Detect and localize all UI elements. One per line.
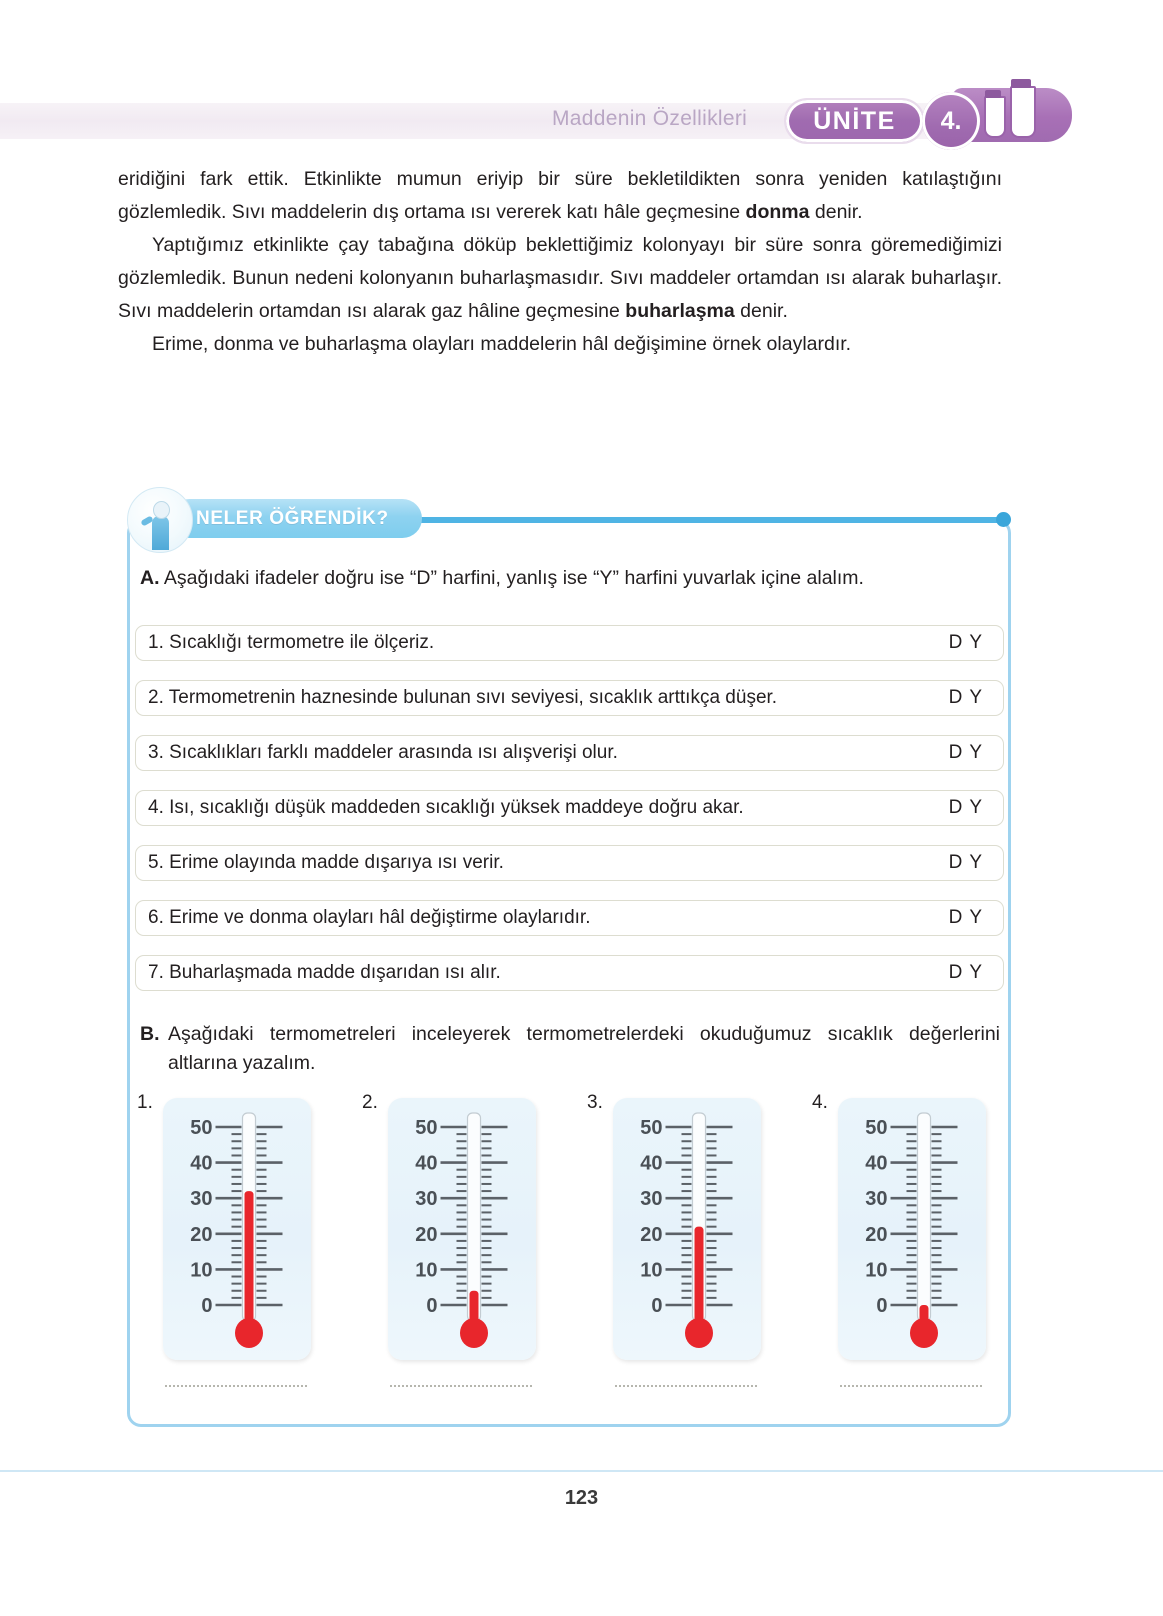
unit-label-pill xyxy=(786,100,923,142)
true-false-statement: 1. Sıcaklığı termometre ile ölçeriz. xyxy=(148,632,435,653)
paragraph-3: Erime, donma ve buharlaşma olayları maddelerin hâl değişimine örnek olaylardır. xyxy=(152,333,852,355)
thermometer-scale-label: 30 xyxy=(640,1188,663,1211)
thermometer-scale-label: 20 xyxy=(640,1223,663,1246)
true-false-answer-options[interactable]: DY xyxy=(948,742,989,763)
unit-number-text: 4. xyxy=(940,106,962,135)
thermometer-scale-label: 40 xyxy=(415,1152,438,1175)
section-b-letter: B. xyxy=(140,1023,160,1045)
page-number: 123 xyxy=(564,1487,599,1509)
thermometer-scale-label: 10 xyxy=(865,1259,888,1282)
thermometer-mercury-column xyxy=(695,1227,704,1323)
thermometer-scale-label: 0 xyxy=(201,1295,213,1317)
thermometer-graphic xyxy=(838,1098,986,1360)
test-tube-cap-2 xyxy=(1011,79,1031,88)
true-false-row[interactable] xyxy=(135,790,1004,826)
thermometer-scale-label: 50 xyxy=(415,1117,438,1139)
thermometer-tube xyxy=(468,1113,481,1321)
unit-label-text: ÜNİTE xyxy=(813,106,896,135)
thermometer-scale-label: 40 xyxy=(865,1152,888,1175)
thermometer-graphic xyxy=(163,1098,311,1360)
true-false-answer-options[interactable]: DY xyxy=(948,687,989,708)
test-tube-cap-1 xyxy=(985,90,1001,98)
thermometer-scale-label: 50 xyxy=(190,1117,213,1139)
true-false-answer-options[interactable]: DY xyxy=(948,852,989,873)
thermometer-scale-label: 20 xyxy=(865,1223,888,1246)
neler-ogrendik-rule-end-dot xyxy=(996,512,1011,527)
lesson-prose xyxy=(118,163,1002,361)
thermometer-scale-label: 0 xyxy=(426,1295,438,1317)
thermometer-scale-label: 40 xyxy=(190,1152,213,1175)
true-false-statement: 4. Isı, sıcaklığı düşük maddeden sıcaklığı yüksek maddeye doğru akar. xyxy=(148,797,744,818)
thermometer-number: 3. xyxy=(587,1092,603,1113)
true-false-statement: 2. Termometrenin haznesinde bulunan sıvı seviyesi, sıcaklık arttıkça düşer. xyxy=(148,687,778,708)
avatar-head xyxy=(153,501,170,519)
thermometer-bulb xyxy=(910,1318,938,1348)
true-false-statement: 3. Sıcaklıkları farklı maddeler arasında ısı alışverişi olur. xyxy=(148,742,618,763)
paragraph-2 xyxy=(118,229,1002,328)
thermometer-scale-label: 0 xyxy=(876,1295,888,1317)
thermometer-unit xyxy=(133,1088,355,1418)
thermometer-bulb xyxy=(685,1318,713,1348)
thermometer-bulb xyxy=(460,1318,488,1348)
true-false-answer-options[interactable]: DY xyxy=(948,632,989,653)
thermometer-unit xyxy=(583,1088,805,1418)
paragraph-2-post: denir. xyxy=(734,300,788,322)
true-false-statement: 7. Buharlaşmada madde dışarıdan ısı alır. xyxy=(148,962,501,983)
thermometer-row xyxy=(133,1088,1013,1418)
paragraph-1 xyxy=(118,163,1002,229)
paragraph-1-post: denir. xyxy=(809,201,863,223)
thermometer-scale-label: 30 xyxy=(190,1188,213,1211)
thermometer-scale-label: 50 xyxy=(640,1117,663,1139)
unit-number-badge xyxy=(922,92,980,150)
true-false-row[interactable] xyxy=(135,955,1004,991)
section-title: Maddenin Özellikleri xyxy=(552,107,748,130)
paragraph-1-pre: eridiğini fark ettik. Etkinlikte mumun eriyip bir süre bekletildikten sonra yeniden katılaştığını gözlemledik. Sıvı maddelerin dış ortama ısı vererek katı hâle geçmesine xyxy=(118,168,1002,223)
neler-ogrendik-rule xyxy=(410,517,1000,523)
thermometer-scale-label: 10 xyxy=(190,1259,213,1282)
thermometer-graphic xyxy=(388,1098,536,1360)
thermometer-answer-line[interactable] xyxy=(165,1384,307,1387)
thermometer-scale-label: 50 xyxy=(865,1117,888,1139)
thermometer-mercury-column xyxy=(245,1191,254,1323)
thermometer-number: 1. xyxy=(137,1092,153,1113)
neler-ogrendik-badge xyxy=(170,499,422,538)
section-b-heading xyxy=(140,1020,1000,1078)
true-false-row[interactable] xyxy=(135,900,1004,936)
paragraph-2-pre: Yaptığımız etkinlikte çay tabağına döküp beklettiğimiz kolonyayı bir süre sonra göremediğimizi gözlemledik. Bunun nedeni kolonyanın buharlaşmasıdır. Sıvı maddeler ortamdan ısı alarak buharlaşır. Sıvı maddelerin ortamdan ısı alarak gaz hâline geçmesine xyxy=(118,234,1002,322)
section-a-letter: A. xyxy=(140,567,160,589)
thermometer-scale-label: 0 xyxy=(651,1295,663,1317)
neler-ogrendik-badge-label: NELER ÖĞRENDİK? xyxy=(196,507,389,529)
true-false-row[interactable] xyxy=(135,735,1004,771)
thermometer-scale-label: 10 xyxy=(415,1259,438,1282)
paragraph-2-keyword: buharlaşma xyxy=(625,300,735,322)
thermometer-answer-line[interactable] xyxy=(840,1384,982,1387)
section-b-instruction: Aşağıdaki termometreleri inceleyerek termometrelerdeki okuduğumuz sıcaklık değerlerini altlarına yazalım. xyxy=(168,1023,1000,1074)
thermometer-scale-label: 30 xyxy=(415,1188,438,1211)
thermometer-tube xyxy=(918,1113,931,1321)
thermometer-number: 4. xyxy=(812,1092,828,1113)
test-tube-icon-1 xyxy=(984,96,1006,138)
thermometer-number: 2. xyxy=(362,1092,378,1113)
thermometer-scale-label: 30 xyxy=(865,1188,888,1211)
thermometer-answer-line[interactable] xyxy=(390,1384,532,1387)
thermometer-answer-line[interactable] xyxy=(615,1384,757,1387)
page-header xyxy=(0,0,1163,150)
footer-divider xyxy=(0,1470,1163,1472)
thermometer-scale-label: 20 xyxy=(190,1223,213,1246)
paragraph-1-keyword: donma xyxy=(745,201,810,223)
thermometer-bulb xyxy=(235,1318,263,1348)
student-avatar-icon xyxy=(127,487,193,553)
true-false-answer-options[interactable]: DY xyxy=(948,962,989,983)
avatar-body xyxy=(152,516,169,550)
true-false-answer-options[interactable]: DY xyxy=(948,797,989,818)
true-false-statement: 6. Erime ve donma olayları hâl değiştirme olaylarıdır. xyxy=(148,907,591,928)
thermometer-unit xyxy=(358,1088,580,1418)
thermometer-scale-label: 10 xyxy=(640,1259,663,1282)
true-false-row[interactable] xyxy=(135,680,1004,716)
section-a-instruction: Aşağıdaki ifadeler doğru ise “D” harfini, yanlış ise “Y” harfini yuvarlak içine alalım. xyxy=(163,567,864,589)
true-false-statement: 5. Erime olayında madde dışarıya ısı verir. xyxy=(148,852,504,873)
thermometer-scale-label: 20 xyxy=(415,1223,438,1246)
true-false-answer-options[interactable]: DY xyxy=(948,907,989,928)
true-false-list xyxy=(135,625,1004,1010)
thermometer-graphic xyxy=(613,1098,761,1360)
true-false-row[interactable] xyxy=(135,625,1004,661)
test-tube-icon-2 xyxy=(1010,86,1036,138)
section-a-heading xyxy=(140,564,1000,592)
thermometer-unit xyxy=(808,1088,1030,1418)
true-false-row[interactable] xyxy=(135,845,1004,881)
thermometer-scale-label: 40 xyxy=(640,1152,663,1175)
